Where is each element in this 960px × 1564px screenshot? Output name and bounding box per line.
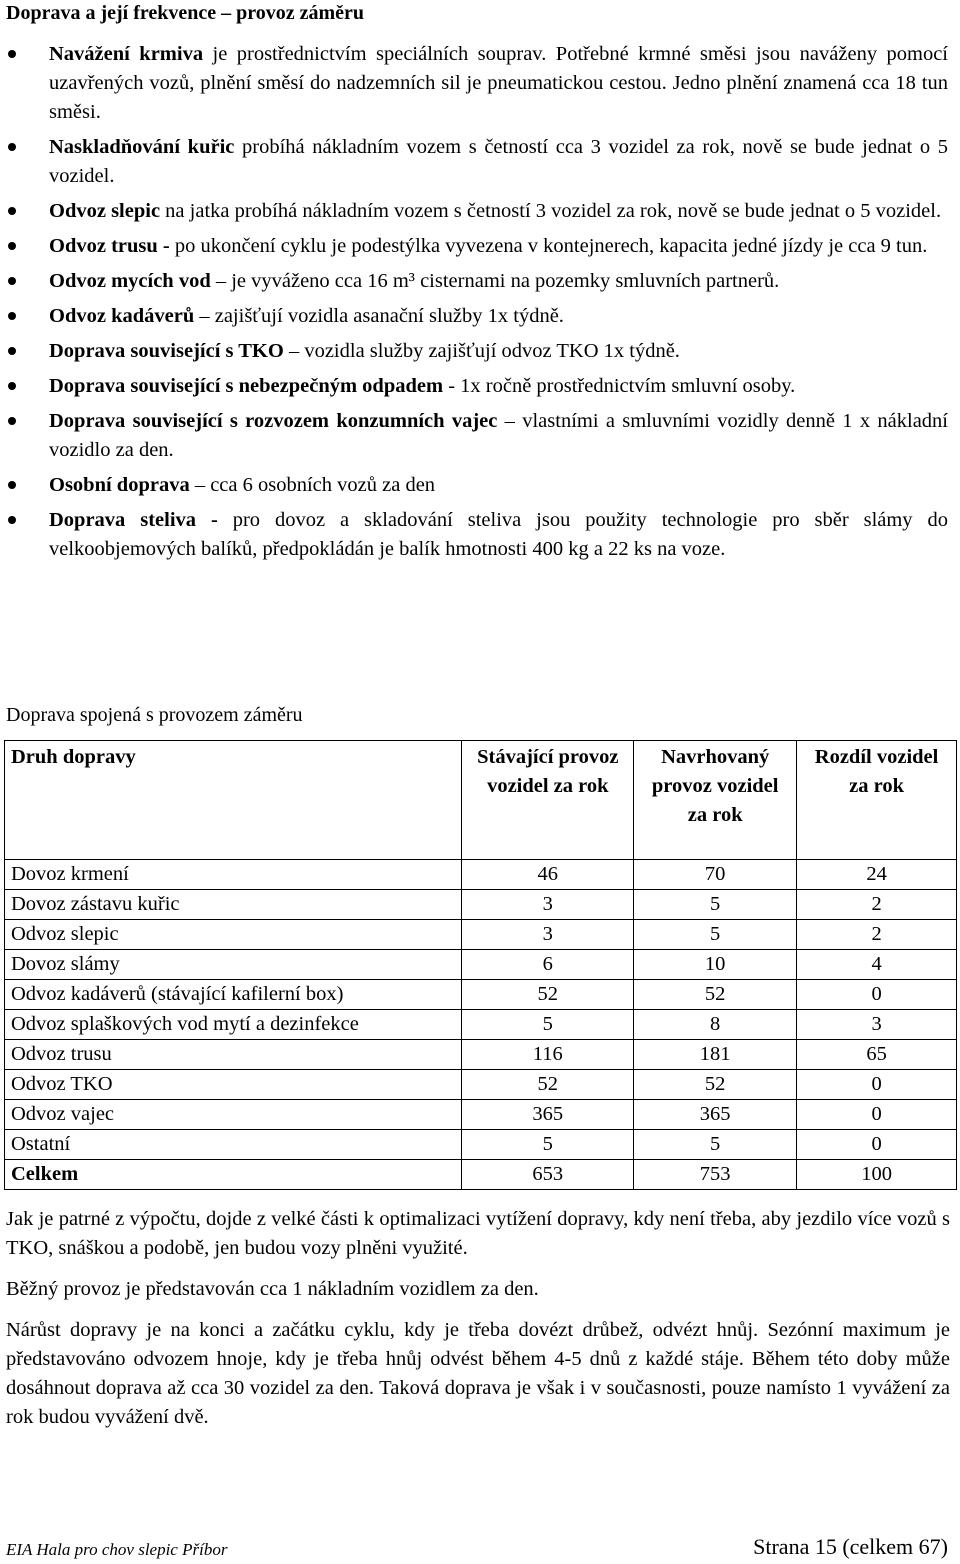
header-cell-proposed: Navrhovaný provoz vozidel za rok — [634, 741, 797, 860]
table-cell-label: Dovoz slámy — [5, 950, 462, 980]
table-cell-value: 365 — [634, 1100, 797, 1130]
table-cell-value: 3 — [797, 1010, 957, 1040]
table-cell-label: Odvoz vajec — [5, 1100, 462, 1130]
table-cell-value: 0 — [797, 1130, 957, 1160]
bullet-dot-icon — [8, 516, 16, 524]
table-cell-label: Ostatní — [5, 1130, 462, 1160]
table-body — [5, 860, 957, 1190]
section-heading: Doprava a její frekvence – provoz záměru — [6, 2, 365, 24]
bullet-text: je prostřednictvím speciálních souprav. Potřebné krmné směsi jsou naváženy pomocí uzavřených vozů, plnění směsí do nadzemních sil je pneumatickou cestou. Jedno plnění znamená cca 18 tun směsi. — [49, 43, 949, 123]
table-row — [5, 1040, 957, 1070]
table-cell-label: Odvoz splaškových vod mytí a dezinfekce — [5, 1010, 462, 1040]
table-cell-label: Celkem — [5, 1160, 462, 1190]
table-cell-value: 5 — [634, 890, 797, 920]
table-row — [5, 1130, 957, 1160]
bullet-text: probíhá nákladním vozem s četností cca 3 vozidel za rok, nově se bude jednat o 5 vozidel. — [49, 136, 949, 187]
table-header-row — [5, 741, 957, 860]
table-row — [5, 920, 957, 950]
table-row — [5, 950, 957, 980]
transport-bullet-list — [0, 40, 960, 570]
bullet-title: Doprava steliva - — [49, 509, 218, 531]
bullet-text: – cca 6 osobních vozů za den — [189, 474, 436, 496]
table-cell-value: 24 — [797, 860, 957, 890]
bullet-item — [0, 506, 960, 564]
bullet-text: na jatka probíhá nákladním vozem s četností 3 vozidel za rok, nově se bude jednat o 5 vozidel. — [160, 200, 942, 222]
table-cell-value: 70 — [634, 860, 797, 890]
table-row — [5, 1100, 957, 1130]
bullet-text: – vlastními a smluvními vozidly denně 1 x nákladní vozidlo za den. — [49, 410, 948, 461]
bullet-dot-icon — [8, 143, 16, 151]
transport-table — [4, 740, 957, 1190]
table-row — [5, 1010, 957, 1040]
bullet-item — [0, 197, 960, 226]
bullet-title: Osobní doprava — [49, 474, 190, 496]
table-cell-value: 10 — [634, 950, 797, 980]
table-row — [5, 1070, 957, 1100]
bullet-text: – zajišťují vozidla asanační služby 1x týdně. — [194, 305, 564, 327]
bullet-text: - 1x ročně prostřednictvím smluvní osoby. — [443, 375, 796, 397]
bullet-dot-icon — [8, 382, 16, 390]
table-cell-label: Dovoz krmení — [5, 860, 462, 890]
table-cell-value: 0 — [797, 1100, 957, 1130]
paragraph-normal-operation: Běžný provoz je představován cca 1 nákladním vozidlem za den. — [6, 1278, 539, 1300]
table-cell-value: 0 — [797, 980, 957, 1010]
bullet-title: Odvoz kadáverů — [49, 305, 195, 327]
bullet-title: Doprava související s rozvozem konzumních vajec — [49, 410, 498, 432]
paragraph-optimization: Jak je patrné z výpočtu, dojde z velké části k optimalizaci vytížení dopravy, kdy není třeba, aby jezdilo více vozů s TKO, snáškou a podobě, jen budou vozy plněni využité. — [6, 1208, 950, 1259]
header-cell-current: Stávající provoz vozidel za rok — [462, 741, 634, 860]
table-total-row — [5, 1160, 957, 1190]
table-cell-value: 52 — [462, 1070, 634, 1100]
table-cell-value: 52 — [634, 1070, 797, 1100]
table-cell-value: 5 — [634, 1130, 797, 1160]
bullet-item — [0, 302, 960, 331]
bullet-dot-icon — [8, 50, 16, 58]
header-cell-difference: Rozdíl vozidel za rok — [797, 741, 957, 860]
bullet-title: Odvoz slepic — [49, 200, 161, 222]
table-cell-label: Dovoz zástavu kuřic — [5, 890, 462, 920]
bullet-item — [0, 40, 960, 127]
header-cell-type: Druh dopravy — [5, 741, 462, 860]
bullet-item — [0, 267, 960, 296]
table-cell-value: 2 — [797, 920, 957, 950]
table-row — [5, 980, 957, 1010]
table-cell-label: Odvoz trusu — [5, 1040, 462, 1070]
table-cell-value: 753 — [634, 1160, 797, 1190]
bullet-dot-icon — [8, 312, 16, 320]
paragraph-traffic-increase: Nárůst dopravy je na konci a začátku cyklu, kdy je třeba dovézt drůbež, odvézt hnůj. Sezónní maximum je představováno odvozem hnoje, kdy je třeba hnůj odvést během 4-5 dnů z každé stáje. Během této doby může dosáhnout doprava až cca 30 vozidel za den. Taková doprava je však i v současnosti, pouze namísto 1 vyvážení za rok budou vyvážení dvě. — [6, 1319, 950, 1428]
bullet-dot-icon — [8, 481, 16, 489]
bullet-title: Odvoz mycích vod — [49, 270, 211, 292]
table-cell-label: Odvoz slepic — [5, 920, 462, 950]
bullet-dot-icon — [8, 242, 16, 250]
bullet-text: pro dovoz a skladování steliva jsou použity technologie pro sběr slámy do velkoobjemových balíků, předpokládán je balík hmotnosti 400 kg a 22 ks na voze. — [49, 509, 948, 560]
bullet-text: po ukončení cyklu je podestýlka vyvezena v kontejnerech, kapacita jedné jízdy je cca 9 tun. — [169, 235, 928, 257]
table-cell-value: 46 — [462, 860, 634, 890]
bullet-dot-icon — [8, 207, 16, 215]
table-row — [5, 860, 957, 890]
table-cell-value: 2 — [797, 890, 957, 920]
table-caption: Doprava spojená s provozem záměru — [6, 704, 303, 726]
bullet-dot-icon — [8, 347, 16, 355]
bullet-title: Odvoz trusu - — [49, 235, 170, 257]
table-cell-label: Odvoz TKO — [5, 1070, 462, 1100]
bullet-title: Navážení krmiva — [49, 43, 204, 65]
bullet-title: Doprava související s TKO — [49, 340, 284, 362]
table-cell-value: 3 — [462, 920, 634, 950]
table-row — [5, 890, 957, 920]
bullet-dot-icon — [8, 277, 16, 285]
bullet-item — [0, 337, 960, 366]
bullet-title: Doprava související s nebezpečným odpadem — [49, 375, 444, 397]
bullet-text: – vozidla služby zajišťují odvoz TKO 1x týdně. — [283, 340, 680, 362]
table-cell-value: 100 — [797, 1160, 957, 1190]
table-cell-value: 52 — [634, 980, 797, 1010]
table-cell-value: 5 — [462, 1010, 634, 1040]
table-cell-value: 65 — [797, 1040, 957, 1070]
footer-page-number: Strana 15 (celkem 67) — [753, 1534, 948, 1559]
table-cell-value: 6 — [462, 950, 634, 980]
table-cell-value: 653 — [462, 1160, 634, 1190]
table-cell-value: 365 — [462, 1100, 634, 1130]
table-cell-value: 116 — [462, 1040, 634, 1070]
table-cell-value: 3 — [462, 890, 634, 920]
bullet-item — [0, 471, 960, 500]
bullet-dot-icon — [8, 417, 16, 425]
bullet-item — [0, 407, 960, 465]
table-cell-value: 8 — [634, 1010, 797, 1040]
bullet-item — [0, 232, 960, 261]
bullet-item — [0, 133, 960, 191]
bullet-text: – je vyváženo cca 16 m³ cisternami na pozemky smluvních partnerů. — [210, 270, 780, 292]
table-cell-label: Odvoz kadáverů (stávající kafilerní box) — [5, 980, 462, 1010]
table-cell-value: 4 — [797, 950, 957, 980]
table-cell-value: 5 — [462, 1130, 634, 1160]
table-cell-value: 52 — [462, 980, 634, 1010]
bullet-title: Naskladňování kuřic — [49, 136, 235, 158]
footer-document-title: EIA Hala pro chov slepic Příbor — [6, 1540, 228, 1559]
table-cell-value: 5 — [634, 920, 797, 950]
table-cell-value: 0 — [797, 1070, 957, 1100]
bullet-item — [0, 372, 960, 401]
table-cell-value: 181 — [634, 1040, 797, 1070]
